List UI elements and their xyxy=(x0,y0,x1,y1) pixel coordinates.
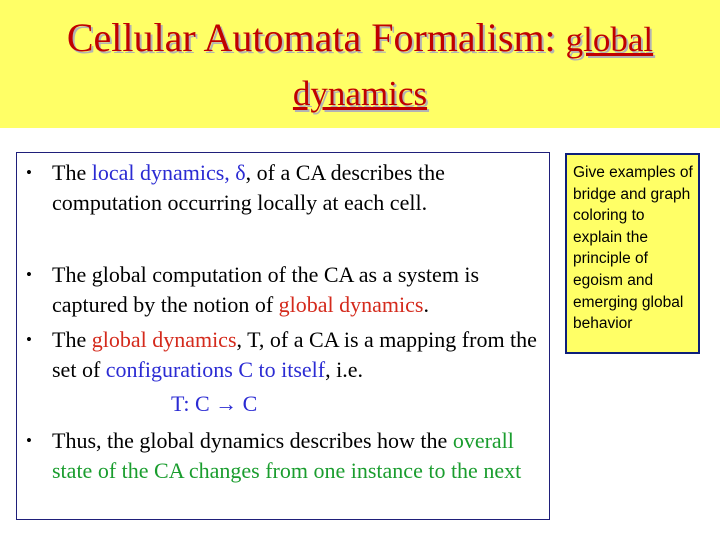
bullet-item-3 xyxy=(26,325,546,385)
text-span: The global computation of the CA as a system is captured by the notion of xyxy=(52,262,480,317)
bullet-text xyxy=(52,325,546,385)
bullet-dot: • xyxy=(26,265,32,284)
bullet-text xyxy=(52,158,546,218)
bullet-text xyxy=(52,260,546,320)
text-span: , T, of a CA is a mapping from the set of xyxy=(52,327,537,382)
global-dynamics-term: global dynamics xyxy=(91,327,237,352)
local-dynamics-term: local dynamics, xyxy=(91,160,236,185)
title-main-text: Cellular Automata Formalism: xyxy=(66,15,566,60)
text-span: The xyxy=(52,160,92,185)
bullet-dot: • xyxy=(26,431,32,450)
bullet-item-1 xyxy=(26,158,546,218)
bullet-item-2 xyxy=(26,260,546,320)
content-box xyxy=(16,152,550,520)
bullet-dot: • xyxy=(26,163,32,182)
bullet-dot: • xyxy=(26,330,32,349)
bullet-text xyxy=(52,426,546,486)
global-dynamics-term: global dynamics xyxy=(278,292,424,317)
slide-title-line2: dynamics xyxy=(292,74,428,113)
bullet-item-4 xyxy=(26,426,546,486)
slide-title-line1 xyxy=(0,14,720,64)
configurations-term: configurations C to itself xyxy=(105,357,326,382)
state-change-term: overall state of the CA changes from one instance to the next xyxy=(52,428,522,483)
note-box: Give examples of bridge and graph coloring to explain the principle of egoism and emerging global behavior xyxy=(565,153,700,354)
delta-symbol: δ xyxy=(235,160,246,185)
text-span: The xyxy=(52,327,92,352)
text-span: Thus, the global dynamics describes how the xyxy=(52,428,453,453)
text-span: . xyxy=(423,292,429,317)
text-span: , of a CA describes the computation occurring locally at each cell. xyxy=(52,160,445,215)
title-band xyxy=(0,0,720,128)
text-span: , i.e. xyxy=(325,357,364,382)
mapping-formula: T: C → C xyxy=(171,391,258,416)
title-underlined-word: global xyxy=(565,20,654,59)
